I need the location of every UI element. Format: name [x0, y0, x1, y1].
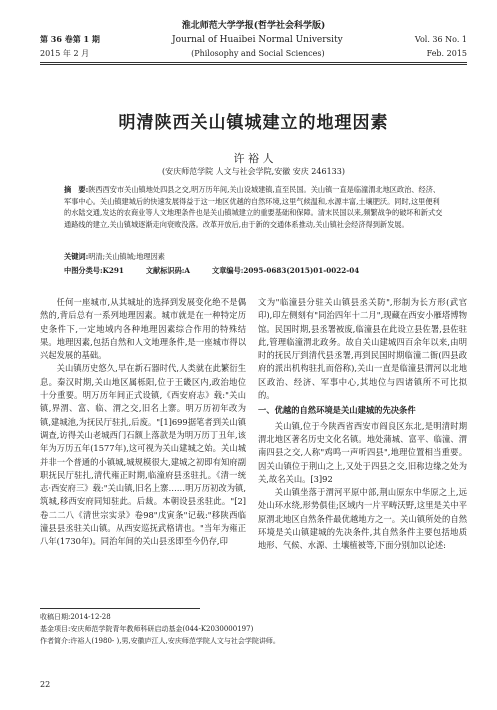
classification-line	[64, 266, 444, 276]
abstract-text: 陕西西安市关山镇地处四县之交,明万历年间,关山设城建镇,直至民国。关山镇一直是临潼渭北地区政治、经济、军事中心。关山镇建城后的快速发展得益于这一地区优越的自然环境,这里气候温和,水源丰富,土壤肥沃。同时,这里便利的水陆交通,发达的农商业等人文地理条件也是关山镇城建立的重要基础和保障。清末民国以来,频繁战争的破坏和新式交通路线的建立,关山镇城逐渐走向衰败没落。改革开放后,由于新的交通体系推动,关山镇社会经济得到新发展。	[64, 185, 443, 229]
author-bio: 作者简介:许裕人(1980- ),男,安徽庐江人,安庆师范学院人文与社会学院讲师。	[40, 637, 280, 645]
received-date: 收稿日期:2014-12-28	[40, 613, 111, 621]
volume-en: Vol. 36 No. 1	[414, 35, 467, 44]
journal-header-row3	[40, 48, 467, 59]
paper-title: 明清陕西关山镇城建立的地理因素	[118, 113, 389, 133]
page-number: 22	[40, 680, 51, 689]
author: 许 裕 人	[233, 152, 274, 165]
clc-code: 中图分类号:K291	[64, 266, 124, 275]
body-paragraph: 关山镇,位于今陕西省西安市阎良区东北,是明清时期渭北地区著名历史文化名镇。地处蒲城、富平、临潼、渭南四县之交,人称"鸡鸣一声听四县",地理位置相当重要。因关山镇位于荆山之上,又处于四县之交,旧称边缘之处为关,故名关山。[3]92	[258, 420, 467, 484]
footnote	[40, 611, 480, 647]
body-paragraph: 关山镇坐落于渭河平原中部,荆山原东中华原之上,远处山环水绕,形势俱佳;区域内一片平畴沃野,这里是关中平原渭北地区自然条件最优越地方之一。关山镇所处的自然环境是关山镇建城的先决条件,其自然条件主要包括地质地形、气候、水源、土壤植被等,下面分别加以论述:	[258, 487, 467, 551]
body-paragraph: 任何一座城市,从其城址的选择到发展变化绝不是偶然的,背后总有一系列地理因素。城市就是在一种特定历史条件下,一定地域内各种地理因素综合作用的特殊结果。地理因素,包括自然和人文地理条件,是一座城市得以兴起发展的基础。	[40, 297, 246, 361]
date-en: Feb. 2015	[426, 49, 467, 58]
section-heading: 一、优越的自然环境是关山建城的先决条件	[258, 405, 416, 416]
abstract-label: 摘 要:	[64, 185, 89, 194]
body-paragraph: 文为"临潼县分驻关山镇县丞关防",形制为长方形(武官印),印左侧刻有"同治四年十二月",现藏在西安小雁塔博物馆。民国时期,县丞署被废,临潼县在此设立县佐署,县佐驻此,管理临潼渭北政务。故自关山建城四百余年以来,由明时的抚民厅到清代县丞署,再到民国时期临潼二衙(四县政府的派出机构驻扎而俗称),关山一直是临潼县渭河以北地区政治、经济、军事中心,其地位与四诸镇所不可比拟的。	[258, 297, 467, 401]
journal-header-row2	[40, 34, 467, 45]
date-cn: 2015 年 2 月	[40, 49, 90, 58]
subtitle-en: (Philosophy and Social Sciences)	[191, 49, 325, 58]
body-paragraph: 关山镇历史悠久,早在新石器时代,人类就在此繁衍生息。秦汉时期,关山地区属栎阳,位于王畿区内,政治地位十分重要。明万历年间正式设镇,《西安府志》载:"关山镇,界渭、富、临、渭之交,旧名上寨。明万历初年改为镇,建城池,为抚民厅驻扎,后废。"[1]699据笔者到关山镇调查,访得关山老城西门石额上落款是为明万历丁丑年,该年为万历五年(1577年),这可视为关山建城之始。关山城并非一个普通的小镇城,城规模很大,建城之初即有知府副职抚民厅驻扎,清代雍正时期,临潼府县丞驻扎。《清一统志·西安府三》载:"关山镇,旧名上寨……明万历初改为镇,筑城,移西安府同知驻此。后裁。本朝设县丞驻此。"[2]卷二二八《清世宗实录》卷98"戊寅条"记载:"移陕西临潼县县丞驻关山镇。从西安巡抚武格请也。"当年为雍正八年(1730年)。同治年间的关山县丞即至今仍存,印	[40, 363, 246, 547]
header-rule-2	[40, 64, 467, 65]
header-rule	[40, 62, 467, 63]
keywords-label: 关键词:	[64, 252, 89, 261]
volume-cn: 第 36 卷第 1 期	[40, 34, 100, 44]
keywords-text: 明清;关山镇城;地理因素	[88, 252, 165, 261]
keywords	[64, 252, 444, 262]
journal-header	[40, 18, 467, 31]
doc-code: 文献标识码:A	[145, 266, 191, 275]
abstract	[64, 184, 444, 230]
left-column	[40, 296, 246, 549]
affiliation: (安庆师范学院 人文与社会学院,安徽 安庆 246133)	[162, 167, 345, 176]
footnote-rule	[40, 608, 200, 609]
journal-name-en: Journal of Huaibei Normal University	[172, 34, 343, 45]
article-id: 文章编号:2095-0683(2015)01-0022-04	[212, 266, 360, 275]
fund-info: 基金项目:安庆师范学院青年教师科研启动基金(044-K2030000197)	[40, 625, 254, 633]
right-column	[258, 296, 467, 553]
journal-name-cn: 淮北师范大学学报(哲学社会科学版)	[181, 21, 326, 31]
